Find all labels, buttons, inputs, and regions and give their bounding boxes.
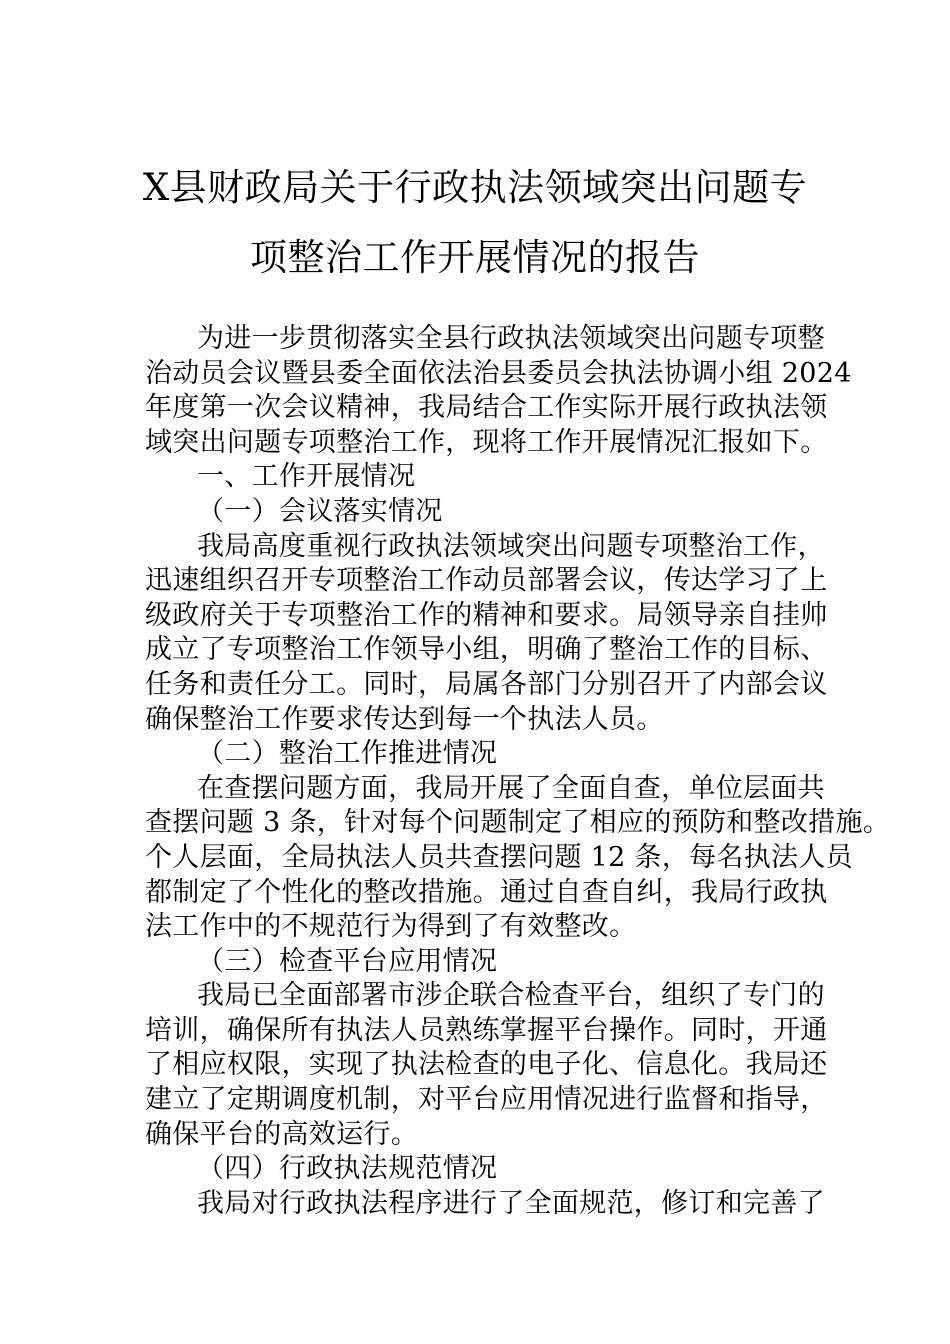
body-line: （四）行政执法规范情况 (197, 1153, 498, 1185)
body-line: 在查摆问题方面，我局开展了全面自查，单位层面共 (197, 772, 825, 804)
body-line: 建立了定期调度机制，对平台应用情况进行监督和指导， (145, 1084, 828, 1116)
body-line: 迅速组织召开专项整治工作动员部署会议，传达学习了上 (145, 565, 828, 597)
body-line: 了相应权限，实现了执法检查的电子化、信息化。我局还 (145, 1049, 828, 1081)
body-line: 任务和责任分工。同时，局属各部门分别召开了内部会议 (145, 668, 828, 700)
document-body (145, 322, 891, 1221)
body-line: 我局高度重视行政执法领域突出问题专项整治工作， (197, 530, 825, 562)
body-line: 治动员会议暨县委全面依法治县委员会执法协调小组 2024 (145, 357, 852, 389)
body-line: 域突出问题专项整治工作，现将工作开展情况汇报如下。 (145, 426, 828, 458)
body-line: 级政府关于专项整治工作的精神和要求。局领导亲自挂帅 (145, 599, 828, 631)
body-line: 查摆问题 3 条，针对每个问题制定了相应的预防和整改措施。 (145, 807, 891, 839)
body-line: （二）整治工作推进情况 (197, 738, 498, 770)
body-line: 确保整治工作要求传达到每一个执法人员。 (145, 703, 664, 735)
body-line: 一、工作开展情况 (197, 461, 416, 493)
document-title-line-2: 项整治工作开展情况的报告 (250, 236, 700, 279)
body-line: 法工作中的不规范行为得到了有效整改。 (145, 911, 637, 943)
body-line: 确保平台的高效运行。 (145, 1118, 418, 1150)
body-line: 年度第一次会议精神，我局结合工作实际开展行政执法领 (145, 392, 828, 424)
document-title-line-1: X县财政局关于行政执法领域突出问题专 (142, 166, 808, 209)
body-line: 我局已全面部署市涉企联合检查平台，组织了专门的 (197, 980, 825, 1012)
body-line: 我局对行政执法程序进行了全面规范，修订和完善了 (197, 1187, 825, 1219)
body-line: （三）检查平台应用情况 (197, 945, 498, 977)
body-line: （一）会议落实情况 (197, 495, 443, 527)
body-line: 培训，确保所有执法人员熟练掌握平台操作。同时，开通 (145, 1014, 828, 1046)
body-line: 个人层面，全局执法人员共查摆问题 12 条，每名执法人员 (145, 841, 853, 873)
body-line: 为进一步贯彻落实全县行政执法领域突出问题专项整 (197, 323, 825, 354)
body-line: 都制定了个性化的整改措施。通过自查自纠，我局行政执 (145, 876, 828, 908)
body-line: 成立了专项整治工作领导小组，明确了整治工作的目标、 (145, 634, 828, 666)
